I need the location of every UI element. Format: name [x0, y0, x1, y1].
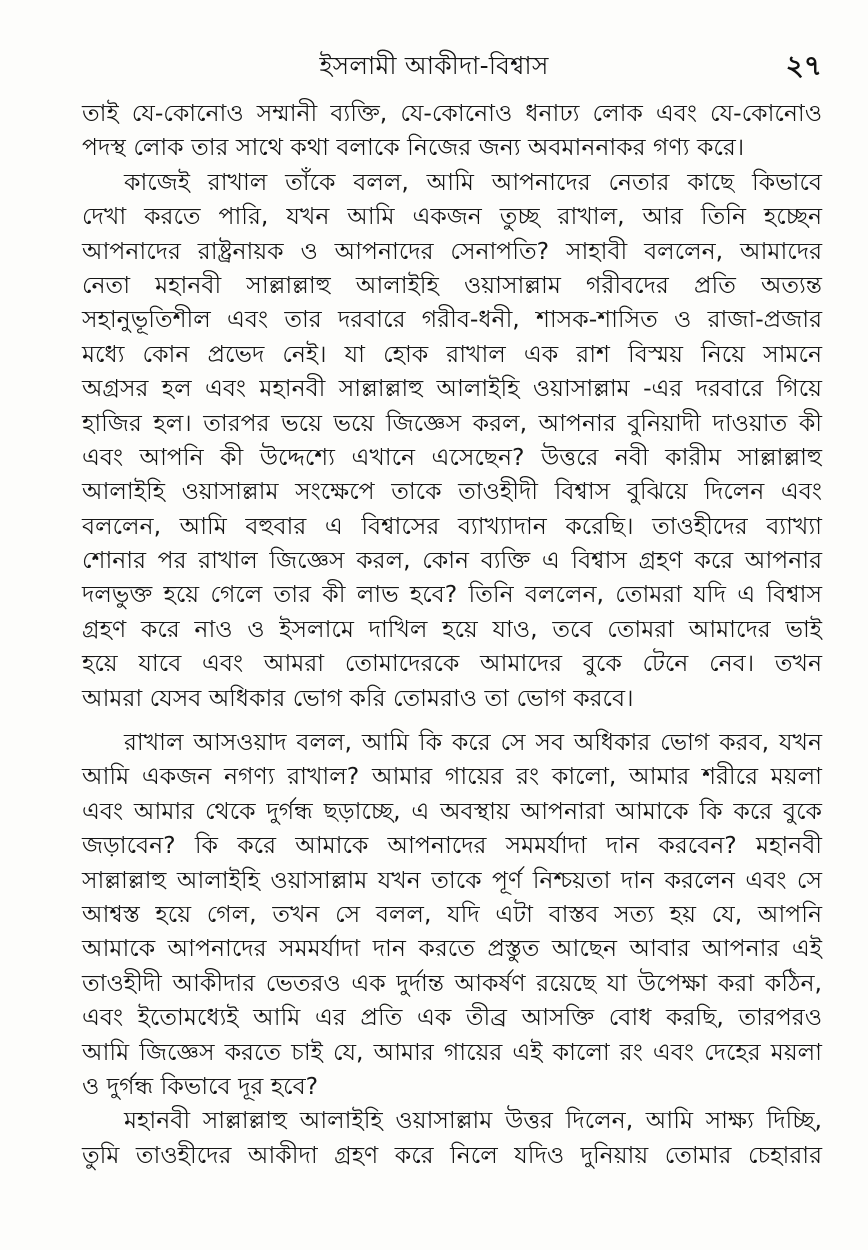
running-head	[0, 44, 868, 84]
text-line: দেখা করতে পারি, যখন আমি একজন তুচ্ছ রাখাল, আর তিনি হচ্ছেন	[82, 202, 822, 231]
page-number: ২৭	[785, 49, 822, 82]
text-line: কাজেই রাখাল তাঁকে বলল, আমি আপনাদের নেতার কাছে কিভাবে	[124, 167, 822, 196]
paragraph	[82, 96, 822, 165]
text-line: এবং আমার থেকে দুর্গন্ধ ছড়াচ্ছে, এ অবস্থায় আপনারা আমাকে কি করে বুকে	[82, 796, 822, 825]
text-line: এবং ইতোমধ্যেই আমি এর প্রতি এক তীব্র আসক্তি বোধ করছি, তারপরও	[82, 1003, 822, 1032]
text-line: তাই যে-কোনোও সম্মানী ব্যক্তি, যে-কোনোও ধনাঢ্য লোক এবং যে-কোনোও	[82, 99, 822, 127]
text-line: তুমি তাওহীদের আকীদা গ্রহণ করে নিলে যদিও দুনিয়ায় তোমার চেহারার	[82, 1140, 822, 1169]
text-line: ও দুর্গন্ধ কিভাবে দূর হবে?	[82, 1071, 319, 1100]
text-line: শোনার পর রাখাল জিজ্ঞেস করল, কোন ব্যক্তি এ বিশ্বাস গ্রহণ করে আপনার	[82, 546, 822, 575]
text-line: আমি জিজ্ঞেস করতে চাই যে, আমার গায়ের এই কালো রং এবং দেহের ময়লা	[82, 1037, 822, 1066]
text-line: হাজির হল। তারপর ভয়ে ভয়ে জিজ্ঞেস করল, আপনার বুনিয়াদী দাওয়াত কী	[82, 408, 822, 437]
text-line: সাল্লাল্লাহু আলাইহি ওয়াসাল্লাম যখন তাকে পূর্ণ নিশ্চয়তা দান করলেন এবং সে	[82, 865, 822, 894]
text-line: রাখাল আসওয়াদ বলল, আমি কি করে সে সব অধিকার ভোগ করব, যখন	[124, 728, 822, 757]
text-line: আমাকে আপনাদের সমমর্যাদা দান করতে প্রস্তুত আছেন আবার আপনার এই	[82, 934, 822, 963]
text-line: মধ্যে কোন প্রভেদ নেই। যা হোক রাখাল এক রাশ বিস্ময় নিয়ে সামনে	[82, 339, 822, 368]
text-line: এবং আপনি কী উদ্দেশ্যে এখানে এসেছেন? উত্তরে নবী কারীম সাল্লাল্লাহু	[82, 442, 822, 471]
text-line: আমি একজন নগণ্য রাখাল? আমার গায়ের রং কালো, আমার শরীরে ময়লা	[82, 762, 822, 791]
paragraph	[82, 165, 822, 715]
text-line: অগ্রসর হল এবং মহানবী সাল্লাল্লাহু আলাইহি ওয়াসাল্লাম -এর দরবারে গিয়ে	[82, 374, 822, 403]
text-line: হয়ে যাবে এবং আমরা তোমাদেরকে আমাদের বুকে টেনে নেব। তখন	[82, 649, 822, 678]
body-text	[82, 96, 822, 1172]
text-line: তাওহীদী আকীদার ভেতরও এক দুর্দান্ত আকর্ষণ রয়েছে যা উপেক্ষা করা কঠিন,	[82, 968, 822, 997]
text-line: বললেন, আমি বহুবার এ বিশ্বাসের ব্যাখ্যাদান করেছি। তাওহীদের ব্যাখ্যা	[82, 511, 822, 540]
text-line: আলাইহি ওয়াসাল্লাম সংক্ষেপে তাকে তাওহীদী বিশ্বাস বুঝিয়ে দিলেন এবং	[82, 477, 822, 506]
text-line: দলভুক্ত হয়ে গেলে তার কী লাভ হবে? তিনি বললেন, তোমরা যদি এ বিশ্বাস	[82, 580, 822, 609]
text-line: নেতা মহানবী সাল্লাল্লাহু আলাইহি ওয়াসাল্লাম গরীবদের প্রতি অত্যন্ত	[82, 270, 822, 299]
paragraph	[82, 1103, 822, 1172]
paragraph-gap	[82, 715, 822, 725]
running-title: ইসলামী আকীদা-বিশ্বাস	[319, 51, 549, 80]
text-line: মহানবী সাল্লাল্লাহু আলাইহি ওয়াসাল্লাম উত্তর দিলেন, আমি সাক্ষ্য দিচ্ছি,	[124, 1106, 822, 1135]
text-line: গ্রহণ করে নাও ও ইসলামে দাখিল হয়ে যাও, তবে তোমরা আমাদের ভাই	[82, 614, 822, 643]
text-line: আপনাদের রাষ্ট্রনায়ক ও আপনাদের সেনাপতি? সাহাবী বললেন, আমাদের	[82, 236, 822, 265]
paragraph	[82, 725, 822, 1103]
text-line: আশ্বস্ত হয়ে গেল, তখন সে বলল, যদি এটা বাস্তব সত্য হয় যে, আপনি	[82, 899, 822, 928]
text-line: সহানুভূতিশীল এবং তার দরবারে গরীব-ধনী, শাসক-শাসিত ও রাজা-প্রজার	[82, 305, 822, 334]
text-line: জড়াবেন? কি করে আমাকে আপনাদের সমমর্যাদা দান করবেন? মহানবী	[82, 831, 822, 860]
text-line: পদস্থ লোক তার সাথে কথা বলাকে নিজের জন্য অবমাননাকর গণ্য করে।	[82, 133, 745, 162]
text-line: আমরা যেসব অধিকার ভোগ করি তোমরাও তা ভোগ করবে।	[82, 683, 634, 712]
